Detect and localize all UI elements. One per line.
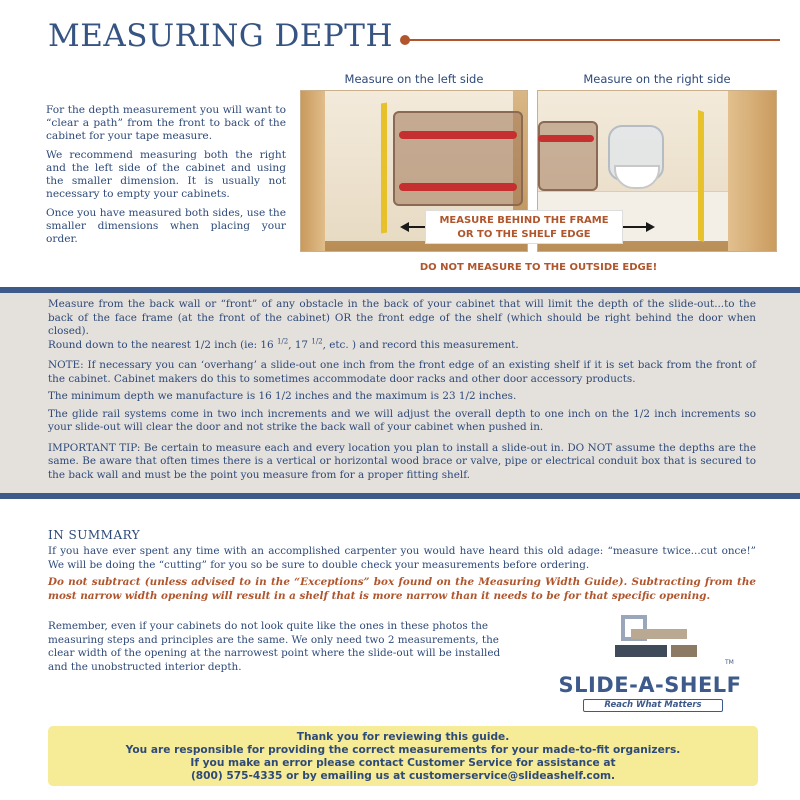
- dish-handle-red: [399, 183, 517, 191]
- cabinet-frame-right: [728, 91, 777, 252]
- fraction-sup: 1/2: [276, 337, 289, 346]
- slide-a-shelf-logo: [535, 615, 765, 715]
- intro-text: [46, 104, 286, 252]
- arrow-left-line: [408, 226, 426, 228]
- arrow-left-head: [400, 222, 409, 232]
- glass-dish: [538, 121, 598, 191]
- dish-handle-red: [538, 135, 594, 142]
- footer-line-4: (800) 575-4335 or by emailing us at customerservice@slideashelf.com.: [190, 770, 616, 782]
- intro-paragraph-3: Once you have measured both sides, use the smaller dimensions when placing your order.: [46, 207, 286, 245]
- footer-notice: [48, 726, 758, 786]
- cabinet-frame-left: [301, 91, 325, 252]
- callout-line-2: OR TO THE SHELF EDGE: [457, 229, 591, 240]
- back-wall-paragraph: Measure from the back wall or “front” of any obstacle in the back of your cabinet that will limit the depth of the slide-out...to the back of the face frame (at the front of the cabinet) OR the front edge of the shelf (which should be right behind the door when closed).: [48, 298, 756, 337]
- logo-mark-bar: [631, 629, 687, 639]
- intro-paragraph-2: We recommend measuring both the right and the left side of the cabinet and using the smaller dimension. It is usually not necessary to empty your cabinets.: [46, 149, 286, 200]
- logo-tagline: Reach What Matters: [583, 699, 723, 712]
- right-photo-caption: Measure on the right side: [583, 72, 731, 86]
- tape-measure: [381, 102, 387, 233]
- footer-line-3: If you make an error please contact Customer Service for assistance at: [190, 757, 616, 769]
- callout-line-1: MEASURE BEHIND THE FRAME: [439, 215, 609, 226]
- page-title: MEASURING DEPTH: [48, 18, 394, 54]
- overhang-note: NOTE: If necessary you can ‘overhang’ a slide-out one inch from the front edge of an existing shelf if it is set back from the front of the cabinet. Cabinet makers do this to sometimes accommodate door racks and other door accessory products.: [48, 359, 756, 385]
- summary-heading: IN SUMMARY: [48, 528, 141, 542]
- footer-line-1: Thank you for reviewing this guide.: [296, 731, 510, 743]
- left-photo-caption: Measure on the left side: [344, 72, 484, 86]
- measure-callout: [425, 210, 623, 244]
- logo-mark-bar: [615, 645, 667, 657]
- logo-trademark: TM: [725, 659, 734, 666]
- glide-rail-paragraph: The glide rail systems come in two inch increments and we will adjust the overall depth to one inch on the 1/2 inch increments so your slide-out will clear the door and not strike the back wall of your cabinet when pushed in.: [48, 407, 756, 433]
- remember-paragraph: Remember, even if your cabinets do not look quite like the ones in these photos the measuring steps and principles are the same. We only need two 2 measurements, the clear width of the opening at the narrowest point where the slide-out will be installed and the unobstructed interior depth.: [48, 620, 501, 673]
- footer-line-2: You are responsible for providing the correct measurements for your made-to-fit organizers.: [125, 744, 681, 756]
- summary-text: [48, 545, 756, 607]
- min-max-depth: The minimum depth we manufacture is 16 1/2 inches and the maximum is 23 1/2 inches.: [48, 390, 517, 402]
- logo-wordmark: SLIDE-A-SHELF: [558, 673, 742, 697]
- intro-paragraph-1: For the depth measurement you will want to “clear a path” from the front to back of the cabinet for your tape measure.: [46, 104, 286, 142]
- important-tip: IMPORTANT TIP: Be certain to measure each and every location you plan to install a slide-out in. DO NOT assume the depths are the same. Be aware that often times there is a vertical or horizontal wood brace or valve, pipe or electrical conduit box that is secured to the back wall and must be the point you measure from for a proper fitting shelf.: [48, 441, 756, 481]
- outside-edge-warning: DO NOT MEASURE TO THE OUTSIDE EDGE!: [419, 262, 658, 273]
- instructions-text: [48, 298, 756, 486]
- arrow-right-head: [646, 222, 655, 232]
- round-down-text: , etc. ) and record this measurement.: [322, 338, 519, 351]
- round-down-text: , 17: [288, 338, 312, 351]
- title-rule: [408, 39, 780, 41]
- round-down-paragraph: [48, 339, 756, 353]
- glass-baking-dish: [393, 111, 523, 206]
- dish-handle-red: [399, 131, 517, 139]
- arrow-right-line: [622, 226, 648, 228]
- logo-mark-bar: [671, 645, 697, 657]
- fraction-sup: 1/2: [311, 337, 323, 346]
- section-divider-bottom: [0, 493, 800, 499]
- summary-paragraph: If you have ever spent any time with an accomplished carpenter you would have heard this old adage: “measure twice...cut once!” We will be doing the “cutting” for you so be sure to double check your measurements before ordering.: [48, 545, 756, 571]
- tape-measure: [698, 110, 704, 242]
- do-not-subtract-warning: Do not subtract (unless advised to in the “Exceptions” box found on the Measuring Width Guide). Subtracting from the most narrow width opening will result in a shelf that is more narrow than it needs to be for that specific opening.: [48, 576, 756, 602]
- round-down-text: Round down to the nearest 1/2 inch (ie: 16: [48, 338, 277, 351]
